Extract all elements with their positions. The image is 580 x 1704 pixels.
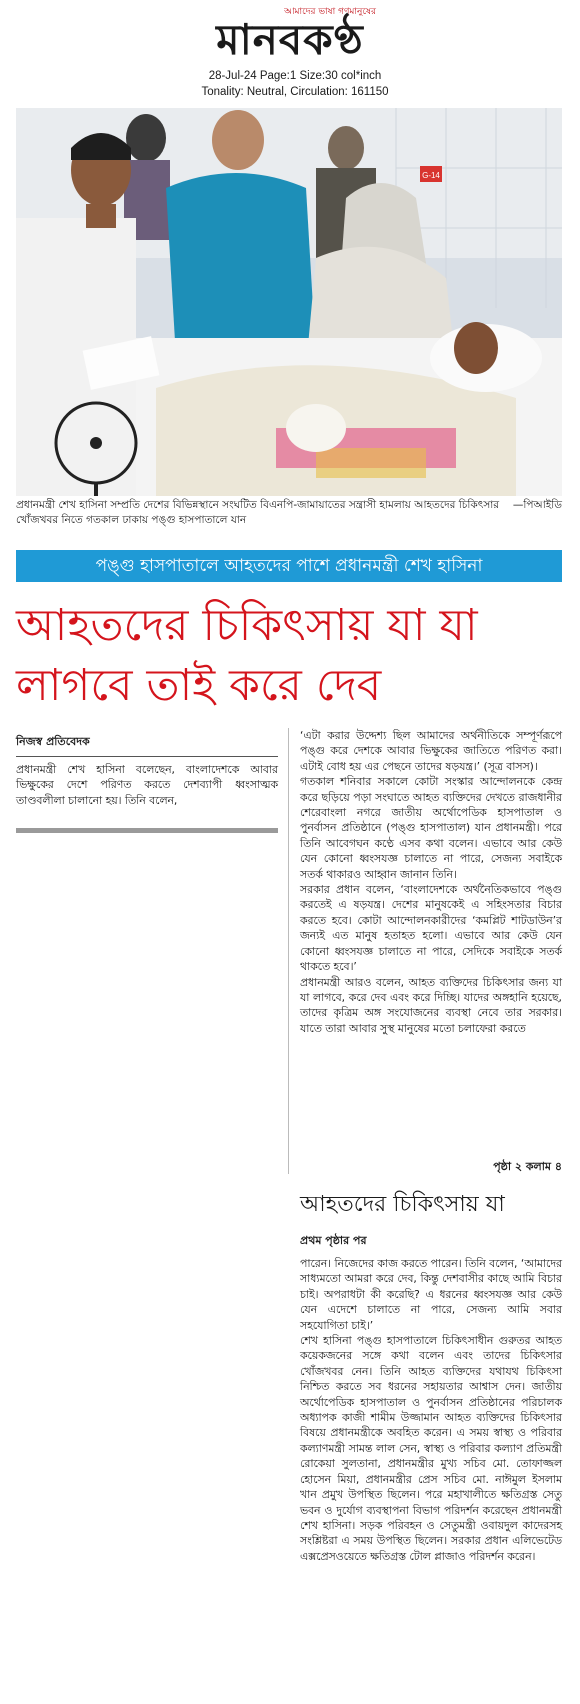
body-paragraph: প্রধানমন্ত্রী আরও বলেন, আহত ব্যক্তিদের চিকিৎসার জন্য যা যা লাগবে, করে দেব এবং করে দিচ্ছি। যাদের অঙ্গহানি হয়েছে, তাদের কৃত্রিম অঙ্গ সংযোজনের ব্যবস্থা নেবে তার সরকার। যাতে তারা আবার সুস্থ মানুষের মতো চলাফেরা করতে: [300, 975, 562, 1035]
body-paragraph: সরকার প্রধান বলেন, ‘বাংলাদেশকে অর্থনৈতিকভাবে পঙ্গু করতেই এ ষড়যন্ত্র। দেশের মানুষকেই এ সহিংসতার বিচার করতে হবে। কোটা আন্দোলনকারীদের ‘কমপ্লিট শাটডাউন’র জন্যই এত মানুষ হতাহত হলো। এভাবে আর কেউ যেন কোনো ধ্বংসযজ্ঞ চালাতে না পারে, সেদিকে সবাইকে সতর্ক থাকতে হবে।’: [300, 883, 562, 974]
article-body-right: [300, 728, 562, 1036]
photo-caption: [16, 498, 562, 528]
clipping-meta-line-1: 28-Jul-24 Page:1 Size:30 col*inch: [208, 70, 382, 82]
hospital-visit-illustration: [16, 108, 562, 496]
news-photo: [16, 108, 562, 496]
body-paragraph: ‘এটা করার উদ্দেশ্য ছিল আমাদের অর্থনীতিকে সম্পূর্ণরূপে পঙ্গু করে দেশকে আবার ভিক্ষুকের জাতিতে পরিণত করা। এটাই বোধ হয় এর পেছনে তাদের ষড়যন্ত্র।’ (সূত্র বাসস)।: [300, 729, 562, 773]
bed-sign: G-14: [422, 171, 440, 180]
column-rule: [288, 728, 289, 1174]
newspaper-logo: মানবকণ্ঠ: [216, 15, 364, 64]
continuation-body: [300, 1256, 562, 1564]
masthead-tagline: আমাদের ভাষা গণমানুষের: [284, 7, 376, 17]
continued-on-label: পৃষ্ঠা ২ কলাম ৪: [493, 1160, 562, 1173]
body-paragraph: গতকাল শনিবার সকালে কোটা সংস্কার আন্দোলনকে কেন্দ্র করে ছড়িয়ে পড়া সংঘাতে আহত ব্যক্তিদের দেখতে রাজধানীর শেরেবাংলা নগরে জাতীয় অর্থোপেডিক হাসপাতাল ও পুনর্বাসন প্রতিষ্ঠানে (পঙ্গু হাসপাতাল) যান প্রধানমন্ত্রী। পরে তিনি আবেগঘন কণ্ঠে এসব কথা বলেন। এভাবে আর কেউ যেন কোনো ধ্বংসযজ্ঞ চালাতে না পারে, সেজন্য সবাইকে সতর্ক থাকারও আহ্বান জানান তিনি।: [300, 775, 562, 881]
kicker-banner: পঙ্গু হাসপাতালে আহতদের পাশে প্রধানমন্ত্রী শেখ হাসিনা: [16, 550, 562, 582]
continued-from-label: প্রথম পৃষ্ঠার পর: [300, 1234, 367, 1247]
byline: নিজস্ব প্রতিবেদক: [16, 733, 278, 757]
caption-text: প্রধানমন্ত্রী শেখ হাসিনা সম্প্রতি দেশের বিভিন্নস্থানে সংঘটিত বিএনপি-জামায়াতের সন্ত্রাসী হামলায় আহতদের চিকিৎসার খোঁজখবর নিতে গতকাল ঢাকায় পঙ্গু হাসপাতালে যান: [16, 499, 500, 526]
body-paragraph: শেখ হাসিনা পঙ্গু হাসপাতালে চিকিৎসাধীন গুরুতর আহত কয়েকজনের সঙ্গে কথা বলেন এবং তাদের চিকিৎসার খোঁজখবর নেন। তিনি আহত ব্যক্তিদের যথাযথ চিকিৎসা নিশ্চিত করতে সব ধরনের সহায়তার আশ্বাস দেন। জাতীয় অর্থোপেডিক হাসপাতাল ও পুনর্বাসন প্রতিষ্ঠানের পরিচালক অধ্যাপক কাজী শামীম উজ্জামান আহত ব্যক্তিদের চিকিৎসার বিষয়ে প্রধানমন্ত্রীকে অবহিত করেন। এ সময় স্বাস্থ্য ও পরিবার কল্যাণমন্ত্রী সামন্ত লাল সেন, স্বাস্থ্য ও পরিবার কল্যাণ প্রতিমন্ত্রী রোকেয়া সুলতানা, প্রধানমন্ত্রীর মুখ্য সচিব মো. তোফাজ্জল হোসেন মিয়া, প্রধানমন্ত্রীর প্রেস সচিব মো. নাঈমুল ইসলাম খান প্রমুখ উপস্থিত ছিলেন। পরে মহাখালীতে ক্ষতিগ্রস্ত সেতু ভবন ও দুর্যোগ ব্যবস্থাপনা বিভাগ পরিদর্শন করেছেন প্রধানমন্ত্রী শেখ হাসিনা। সড়ক পরিবহন ও সেতুমন্ত্রী ওবায়দুল কাদেরসহ সংশ্লিষ্টরা এ সময় উপস্থিত ছিলেন। সরকার প্রধান এলিভেটেড এক্সপ্রেসওয়েতে ক্ষতিগ্রস্ত টোল প্লাজাও পরিদর্শন করেন।: [300, 1334, 562, 1563]
headline-line-1: আহতদের চিকিৎসায় যা যা: [16, 600, 478, 651]
clipping-meta-line-2: Tonality: Neutral, Circulation: 161150: [201, 86, 389, 98]
continuation-headline: আহতদের চিকিৎসায় যা: [300, 1192, 505, 1217]
headline-line-2: লাগবে তাই করে দেব: [16, 660, 382, 711]
article-lead: প্রধানমন্ত্রী শেখ হাসিনা বলেছেন, বাংলাদেশকে আবার ভিক্ষুকের দেশে পরিণত করতে দেশব্যাপী ধ্বংসাত্মক তাণ্ডবলীলা চালানো হয়। তিনি বলেন,: [16, 763, 278, 807]
column-divider-bar: [16, 828, 278, 833]
photo-credit: —পিআইডি: [512, 499, 562, 511]
body-paragraph: পারেন। নিজেদের কাজ করতে পারেন। তিনি বলেন, ‘আমাদের সাধ্যমতো আমরা করে দেব, কিন্তু দেশবাসীর কাছে আমি বিচার চাই। অপরাধটা কী করেছি? এ ধরনের ধ্বংসযজ্ঞ আর কেউ যেন এদেশে চালাতে না পারে, সেজন্য আমি সবার সহযোগিতা চাই।’: [300, 1257, 562, 1332]
